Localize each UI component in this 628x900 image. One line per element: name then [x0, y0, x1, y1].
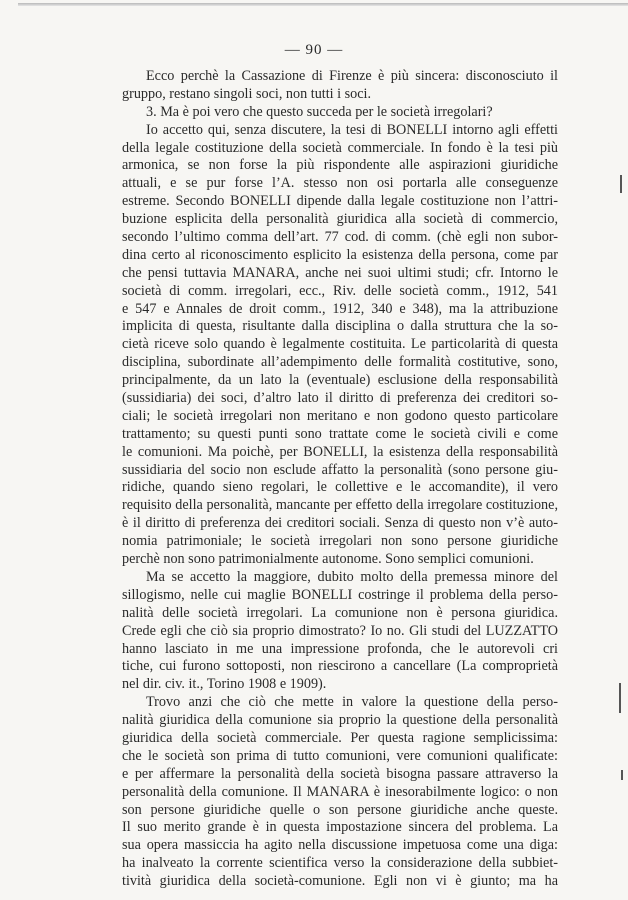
text-line: tiche, cui furono sottoposti, non riescirono a cancellare (La comproprietà	[122, 658, 558, 675]
text-line: hanno lasciato in me una impressione profonda, che le autorevoli cri	[122, 640, 558, 657]
text-line: giuridica della società commerciale. Per questa ragione semplicissima:	[122, 729, 558, 746]
text-line: Il suo merito grande è in questa impostazione sincera del problema. La	[122, 819, 558, 836]
text-line: dina certo al riconoscimento esplicito la esistenza della persona, come par	[122, 246, 558, 263]
text-line: Ecco perchè la Cassazione di Firenze è più sincera: disconosciuto il	[146, 68, 558, 84]
right-edge-mark	[620, 175, 622, 193]
text-line: Crede egli che ciò sia proprio dimostrato? Io no. Gli studi del LUZZATTO	[122, 622, 558, 639]
text-line: e 547 e Annales de droit comm., 1912, 340 e 348), ma la attribuzione	[122, 300, 558, 317]
text-line: buzione esplicita della personalità giuridica alla società di commercio,	[122, 211, 558, 228]
text-line: attuali, e se pur forse l’A. stesso non osi portarla alle conseguenze	[122, 175, 558, 192]
text-line: Trovo anzi che ciò che mette in valore la questione della perso-	[146, 694, 558, 711]
text-line: Io accetto qui, senza discutere, la tesi di BONELLI intorno agli effetti	[146, 121, 558, 138]
text-line: Ma se accetto la maggiore, dubito molto della premessa minore del	[146, 568, 558, 585]
text-line: (sussidiaria) dei soci, d’altro lato il diritto di preferenza dei creditori so-	[122, 390, 558, 407]
text-line: e per affermare la personalità della società bisogna passare attraverso la	[122, 765, 558, 782]
text-line: implicita di questa, risultante dalla disciplina o dalla struttura che la so-	[122, 318, 558, 335]
text-line: nalità giuridica della comunione sia proprio la questione della personalità	[122, 712, 558, 729]
body-text	[122, 68, 558, 891]
text-line: ridiche, quando sieno regolari, le collettive e le accomandite), il vero	[122, 479, 558, 496]
text-line: società di comm. irregolari, ecc., Riv. delle società comm., 1912, 541	[122, 282, 558, 299]
text-line: le comunioni. Ma poichè, per BONELLI, la esistenza della responsabilità	[122, 443, 558, 460]
text-line: principalmente, da un lato la (eventuale) esclusione della responsabilità	[122, 372, 558, 389]
text-line: requisito della personalità, mancante per effetto della irregolare costituzione,	[122, 497, 558, 514]
page-number: — 90 —	[284, 42, 344, 58]
text-line: nel dir. civ. it., Torino 1908 e 1909).	[122, 676, 327, 693]
text-line: son persone giuridiche quelle o son persone giuridiche anche queste.	[122, 801, 558, 818]
right-edge-mark	[619, 683, 621, 713]
text-line: secondo l’ultimo comma dell’art. 77 cod. di comm. (chè egli non subor-	[122, 229, 558, 246]
text-line: personalità della comunione. Il MANARA è inesorabilmente logico: o non	[122, 783, 558, 800]
text-line: disciplina, subordinate all’adempimento delle formalità costitutive, sono,	[122, 354, 558, 371]
text-line: sua opera massiccia ha agito nella discussione impetuosa come una diga:	[122, 837, 558, 854]
text-line: 3. Ma è poi vero che questo succeda per le società irregolari?	[146, 103, 493, 120]
text-line: sussidiaria del socio non esclude affatto la personalità (sono persone giu-	[122, 461, 558, 478]
text-line: nomia patrimoniale; le società irregolari non sono persone giuridiche	[122, 533, 558, 550]
right-edge-mark	[621, 770, 623, 780]
text-line: della legale costituzione della società commerciale. In fondo è la tesi più	[122, 139, 558, 156]
text-line: estreme. Secondo BONELLI dipende dalla legale costituzione non l’attri-	[122, 193, 558, 210]
text-line: gruppo, restano singoli soci, non tutti i soci.	[122, 85, 372, 102]
text-line: che le società son prima di tutto comunioni, vere comunioni qualificate:	[122, 747, 558, 764]
text-line: è il diritto di preferenza dei creditori sociali. Senza di questo non v’è auto-	[122, 515, 558, 532]
text-line: sillogismo, nelle cui maglie BONELLI costringe il problema della perso-	[122, 586, 558, 603]
top-edge-rule	[18, 3, 628, 6]
text-line: trattamento; su questi punti sono trattate come le società civili e come	[122, 425, 558, 442]
text-line: cietà riceve solo quando è legalmente costituita. Le particolarità di questa	[122, 336, 558, 353]
text-line: armonica, se non forse la più rispondente alle aspirazioni giuridiche	[122, 157, 558, 174]
text-line: ciali; le società irregolari non meritano e non godono questo particolare	[122, 407, 558, 424]
text-line: nalità delle società irregolari. La comunione non è persona giuridica.	[122, 604, 558, 621]
text-line: tività giuridica della società-comunione. Egli non vi è giunto; ma ha	[122, 873, 558, 890]
text-line: ha inalveato la corrente scientifica verso la considerazione della subbiet-	[122, 855, 558, 872]
text-line: perchè non sono patrimonialmente autonome. Sono semplici comunioni.	[122, 551, 534, 568]
text-line: che pensi tuttavia MANARA, anche nei suoi ultimi studi; cfr. Intorno le	[122, 264, 558, 281]
